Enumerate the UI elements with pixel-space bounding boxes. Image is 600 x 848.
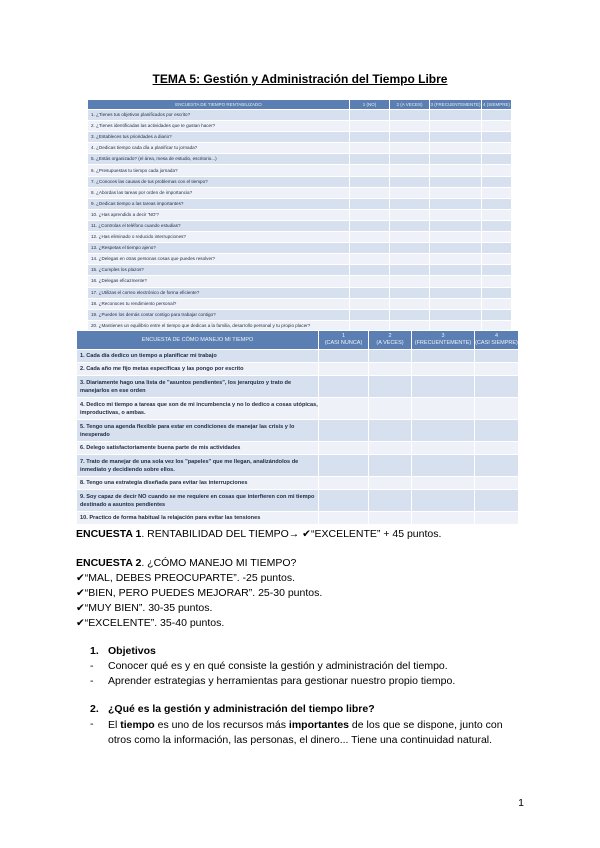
question-cell: 11. ¿Controlas el teléfono cuando estudias? — [88, 220, 350, 231]
table-header-scale: 2 (A VECES) — [390, 100, 430, 110]
answer-cell[interactable] — [319, 363, 369, 376]
answer-cell[interactable] — [390, 298, 430, 309]
answer-cell[interactable] — [482, 254, 512, 265]
answer-cell[interactable] — [482, 132, 512, 143]
answer-cell[interactable] — [475, 442, 519, 455]
answer-cell[interactable] — [390, 209, 430, 220]
answer-cell[interactable] — [430, 187, 482, 198]
question-cell: 3. Diariamente hago una lista de "asuntos pendientes", los jerarquizo y trato de manejarlos en ese orden — [77, 376, 319, 398]
question-cell: 20. ¿Mantienes un equilibrio entre el tiempo que dedicas a la familia, desarrollo personal y tu propio placer? — [88, 320, 350, 331]
question-cell: 10. Practico de forma habitual la relajación para evitar las tensiones — [77, 512, 319, 525]
question-cell: 3. ¿Estableces tus prioridades a diario? — [88, 132, 350, 143]
table-row — [88, 220, 512, 231]
answer-cell[interactable] — [412, 398, 475, 420]
bullet-dash: - — [90, 718, 94, 730]
answer-cell[interactable] — [319, 477, 369, 490]
table-row — [88, 254, 512, 265]
answer-cell[interactable] — [369, 420, 412, 442]
answer-cell[interactable] — [482, 276, 512, 287]
answer-cell[interactable] — [369, 477, 412, 490]
table-row — [88, 232, 512, 243]
answer-cell[interactable] — [475, 455, 519, 477]
section-2-paragraph — [108, 718, 503, 748]
answer-cell[interactable] — [369, 490, 412, 512]
answer-cell[interactable] — [350, 154, 390, 165]
answer-cell[interactable] — [482, 154, 512, 165]
result-survey-2-label: ENCUESTA 2 — [76, 557, 142, 569]
result-survey-1-label: ENCUESTA 1 — [76, 528, 142, 540]
answer-cell[interactable] — [482, 309, 512, 320]
para-bold-importantes: importantes — [288, 719, 350, 731]
answer-cell[interactable] — [390, 187, 430, 198]
para-text: El — [108, 719, 121, 731]
answer-cell[interactable] — [350, 309, 390, 320]
result-survey-1 — [76, 528, 441, 540]
table-row — [88, 143, 512, 154]
para-text: de los que se dispone, junto con — [349, 719, 503, 731]
objective-item: Aprender estrategias y herramientas para gestionar nuestro propio tiempo. — [108, 675, 456, 687]
answer-cell[interactable] — [430, 132, 482, 143]
table-row — [88, 154, 512, 165]
question-cell: 1. ¿Tienes tus objetivos planificados por escrito? — [88, 110, 350, 121]
answer-cell[interactable] — [482, 209, 512, 220]
answer-cell[interactable] — [390, 220, 430, 231]
result-item: ✔“MUY BIEN”. 30-35 puntos. — [76, 602, 213, 614]
question-cell: 10. ¿Has aprendido a decir 'NO'? — [88, 209, 350, 220]
table-header-scale: 1 (NO) — [350, 100, 390, 110]
answer-cell[interactable] — [350, 143, 390, 154]
para-text: es uno de los recursos más — [154, 719, 289, 731]
answer-cell[interactable] — [430, 298, 482, 309]
answer-cell[interactable] — [475, 477, 519, 490]
answer-cell[interactable] — [430, 110, 482, 121]
table-row — [77, 376, 519, 398]
answer-cell[interactable] — [319, 398, 369, 420]
answer-cell[interactable] — [369, 350, 412, 363]
page-title: TEMA 5: Gestión y Administración del Tiempo Libre — [152, 72, 448, 86]
table-header-scale: 1 (CASI NUNCA) — [319, 331, 369, 350]
answer-cell[interactable] — [412, 442, 475, 455]
answer-cell[interactable] — [475, 350, 519, 363]
answer-cell[interactable] — [430, 121, 482, 132]
answer-cell[interactable] — [369, 512, 412, 525]
answer-cell[interactable] — [430, 176, 482, 187]
answer-cell[interactable] — [475, 363, 519, 376]
result-survey-2-text: . ¿CÓMO MANEJO MI TIEMPO? — [141, 557, 297, 569]
table-row — [88, 198, 512, 209]
answer-cell[interactable] — [350, 110, 390, 121]
table-row — [77, 350, 519, 363]
answer-cell[interactable] — [350, 276, 390, 287]
question-cell: 6. Delego satisfactoriamente buena parte de mis actividades — [77, 442, 319, 455]
answer-cell[interactable] — [350, 220, 390, 231]
answer-cell[interactable] — [390, 143, 430, 154]
question-cell: 9. Soy capaz de decir NO cuando se me requiere en cosas que interfieren con mi tiempo destinado a asuntos pendientes — [77, 490, 319, 512]
table-row — [88, 165, 512, 176]
answer-cell[interactable] — [430, 143, 482, 154]
answer-cell[interactable] — [430, 309, 482, 320]
answer-cell[interactable] — [390, 287, 430, 298]
answer-cell[interactable] — [482, 198, 512, 209]
question-cell: 9. ¿Dedicas tiempo a las tareas importantes? — [88, 198, 350, 209]
question-cell: 4. ¿Dedicas tiempo cada día a planificar tu jornada? — [88, 143, 350, 154]
question-cell: 8. ¿Abordas las tareas por orden de importancia? — [88, 187, 350, 198]
answer-cell[interactable] — [412, 363, 475, 376]
section-1-heading: Objetivos — [108, 645, 156, 657]
answer-cell[interactable] — [369, 442, 412, 455]
table-row — [77, 477, 519, 490]
result-item: ✔“BIEN, PERO PUEDES MEJORAR”. 25-30 puntos. — [76, 587, 323, 599]
answer-cell[interactable] — [430, 209, 482, 220]
table-header-title: ENCUESTA DE CÓMO MANEJO MI TIEMPO — [77, 331, 319, 350]
answer-cell[interactable] — [430, 220, 482, 231]
answer-cell[interactable] — [412, 512, 475, 525]
table-row — [88, 121, 512, 132]
table-row — [88, 187, 512, 198]
question-cell: 2. ¿Tienes identificadas las actividades que te gustan hacer? — [88, 121, 350, 132]
question-cell: 16. ¿Delegas eficazmente? — [88, 276, 350, 287]
answer-cell[interactable] — [482, 243, 512, 254]
answer-cell[interactable] — [430, 165, 482, 176]
question-cell: 17. ¿Utilizas el correo electrónico de forma eficiente? — [88, 287, 350, 298]
question-cell: 8. Tengo una estrategia diseñada para evitar las interrupciones — [77, 477, 319, 490]
answer-cell[interactable] — [369, 363, 412, 376]
answer-cell[interactable] — [350, 209, 390, 220]
answer-cell[interactable] — [475, 398, 519, 420]
question-cell: 14. ¿Delegas en otras personas cosas que puedes resolver? — [88, 254, 350, 265]
answer-cell[interactable] — [482, 287, 512, 298]
answer-cell[interactable] — [390, 165, 430, 176]
answer-cell[interactable] — [319, 455, 369, 477]
answer-cell[interactable] — [412, 490, 475, 512]
answer-cell[interactable] — [319, 420, 369, 442]
table-header-scale: 3 (FRECUENTEMENTE) — [412, 331, 475, 350]
para-text: otros como la información, las personas, el dinero... Tiene una continuidad natural. — [108, 734, 493, 746]
result-item: ✔“MAL, DEBES PREOCUPARTE”. -25 puntos. — [76, 572, 296, 584]
answer-cell[interactable] — [369, 455, 412, 477]
question-cell: 6. ¿Presupuestas tu tiempo cada jornada? — [88, 165, 350, 176]
question-cell: 13. ¿Respetas el tiempo ajeno? — [88, 243, 350, 254]
answer-cell[interactable] — [319, 512, 369, 525]
answer-cell[interactable] — [350, 176, 390, 187]
table-header-scale: 2 (A VECES) — [369, 331, 412, 350]
answer-cell[interactable] — [482, 143, 512, 154]
answer-cell[interactable] — [350, 243, 390, 254]
answer-cell[interactable] — [350, 232, 390, 243]
question-cell: 5. Tengo una agenda flexible para estar en condiciones de manejar las crisis y lo inesperado — [77, 420, 319, 442]
answer-cell[interactable] — [482, 298, 512, 309]
answer-cell[interactable] — [482, 220, 512, 231]
table-row — [88, 243, 512, 254]
table-header-scale: 4 (CASI SIEMPRE) — [475, 331, 519, 350]
answer-cell[interactable] — [430, 232, 482, 243]
answer-cell[interactable] — [430, 287, 482, 298]
table-header-scale: 4 (SIEMPRE) — [482, 100, 512, 110]
answer-cell[interactable] — [390, 243, 430, 254]
table-row — [88, 110, 512, 121]
answer-cell[interactable] — [430, 154, 482, 165]
result-survey-1-text: . RENTABILIDAD DEL TIEMPO→ ✔“EXCELENTE” + 45 puntos. — [141, 528, 442, 540]
table-row — [88, 276, 512, 287]
question-cell: 19. ¿Pueden los demás contar contigo para trabajar contigo? — [88, 309, 350, 320]
table-row — [77, 420, 519, 442]
answer-cell[interactable] — [482, 187, 512, 198]
question-cell: 18. ¿Reconoces tu rendimiento personal? — [88, 298, 350, 309]
bullet-dash: - — [90, 660, 94, 672]
table-row — [77, 512, 519, 525]
question-cell: 7. ¿Conoces las causas de tus problemas con el tiempo? — [88, 176, 350, 187]
answer-cell[interactable] — [350, 287, 390, 298]
result-survey-2 — [76, 557, 296, 569]
section-2-heading: ¿Qué es la gestión y administración del tiempo libre? — [108, 703, 375, 715]
answer-cell[interactable] — [390, 121, 430, 132]
answer-cell[interactable] — [350, 121, 390, 132]
answer-cell[interactable] — [482, 165, 512, 176]
table-row — [88, 132, 512, 143]
table-row — [77, 490, 519, 512]
answer-cell[interactable] — [319, 442, 369, 455]
answer-cell[interactable] — [412, 455, 475, 477]
table-row — [88, 209, 512, 220]
table-header-scale: 3 (FRECUENTEMENTE) — [430, 100, 482, 110]
answer-cell[interactable] — [350, 187, 390, 198]
answer-cell[interactable] — [430, 265, 482, 276]
answer-cell[interactable] — [412, 376, 475, 398]
answer-cell[interactable] — [412, 350, 475, 363]
table-row — [77, 363, 519, 376]
table-row — [77, 398, 519, 420]
para-bold-tiempo: tiempo — [120, 719, 155, 731]
answer-cell[interactable] — [390, 254, 430, 265]
table-row — [77, 442, 519, 455]
question-cell: 4. Dedico mi tiempo a tareas que son de mi incumbencia y no lo dedico a cosas utópicas, improductivas, o ambas. — [77, 398, 319, 420]
answer-cell[interactable] — [390, 265, 430, 276]
answer-cell[interactable] — [475, 376, 519, 398]
answer-cell[interactable] — [475, 490, 519, 512]
bullet-dash: - — [90, 675, 94, 687]
question-cell: 2. Cada año me fijo metas específicas y las pongo por escrito — [77, 363, 319, 376]
answer-cell[interactable] — [475, 420, 519, 442]
question-cell: 7. Trato de manejar de una sola vez los "papeles" que me llegan, analizándolos de inmediato y decidiendo sobre ellos. — [77, 455, 319, 477]
answer-cell[interactable] — [319, 350, 369, 363]
answer-cell[interactable] — [390, 198, 430, 209]
question-cell: 12. ¿Has eliminado o reducido interrupciones? — [88, 232, 350, 243]
answer-cell[interactable] — [390, 309, 430, 320]
answer-cell[interactable] — [319, 376, 369, 398]
answer-cell[interactable] — [482, 265, 512, 276]
survey-table-1 — [87, 99, 512, 332]
objective-item: Conocer qué es y en qué consiste la gestión y administración del tiempo. — [108, 660, 448, 672]
answer-cell[interactable] — [430, 243, 482, 254]
table-row — [88, 298, 512, 309]
question-cell: 1. Cada día dedico un tiempo a planificar mi trabajo — [77, 350, 319, 363]
answer-cell[interactable] — [412, 420, 475, 442]
question-cell: 5. ¿Estás organizado? (el área, mesa de estudio, escritorio...) — [88, 154, 350, 165]
table-row — [88, 176, 512, 187]
section-1-number: 1. — [90, 645, 99, 657]
answer-cell[interactable] — [390, 232, 430, 243]
answer-cell[interactable] — [350, 298, 390, 309]
table-row — [77, 455, 519, 477]
answer-cell[interactable] — [350, 265, 390, 276]
table-row — [88, 287, 512, 298]
answer-cell[interactable] — [390, 110, 430, 121]
answer-cell[interactable] — [390, 132, 430, 143]
answer-cell[interactable] — [482, 176, 512, 187]
table-header-title: ENCUESTA DE TIEMPO RENTABILIZADO — [88, 100, 350, 110]
table-row — [88, 309, 512, 320]
question-cell: 15. ¿Cumples los plazos? — [88, 265, 350, 276]
page-number: 1 — [518, 797, 524, 809]
answer-cell[interactable] — [482, 121, 512, 132]
answer-cell[interactable] — [475, 512, 519, 525]
answer-cell[interactable] — [350, 165, 390, 176]
answer-cell[interactable] — [430, 276, 482, 287]
answer-cell[interactable] — [369, 398, 412, 420]
answer-cell[interactable] — [390, 154, 430, 165]
answer-cell[interactable] — [482, 232, 512, 243]
answer-cell[interactable] — [350, 254, 390, 265]
answer-cell[interactable] — [319, 490, 369, 512]
answer-cell[interactable] — [482, 110, 512, 121]
answer-cell[interactable] — [350, 198, 390, 209]
section-2-number: 2. — [90, 703, 99, 715]
answer-cell[interactable] — [350, 132, 390, 143]
answer-cell[interactable] — [390, 276, 430, 287]
survey-table-2 — [76, 330, 519, 525]
answer-cell[interactable] — [430, 198, 482, 209]
table-row — [88, 265, 512, 276]
answer-cell[interactable] — [430, 254, 482, 265]
answer-cell[interactable] — [412, 477, 475, 490]
answer-cell[interactable] — [369, 376, 412, 398]
answer-cell[interactable] — [390, 176, 430, 187]
result-item: ✔“EXCELENTE”. 35-40 puntos. — [76, 617, 225, 629]
